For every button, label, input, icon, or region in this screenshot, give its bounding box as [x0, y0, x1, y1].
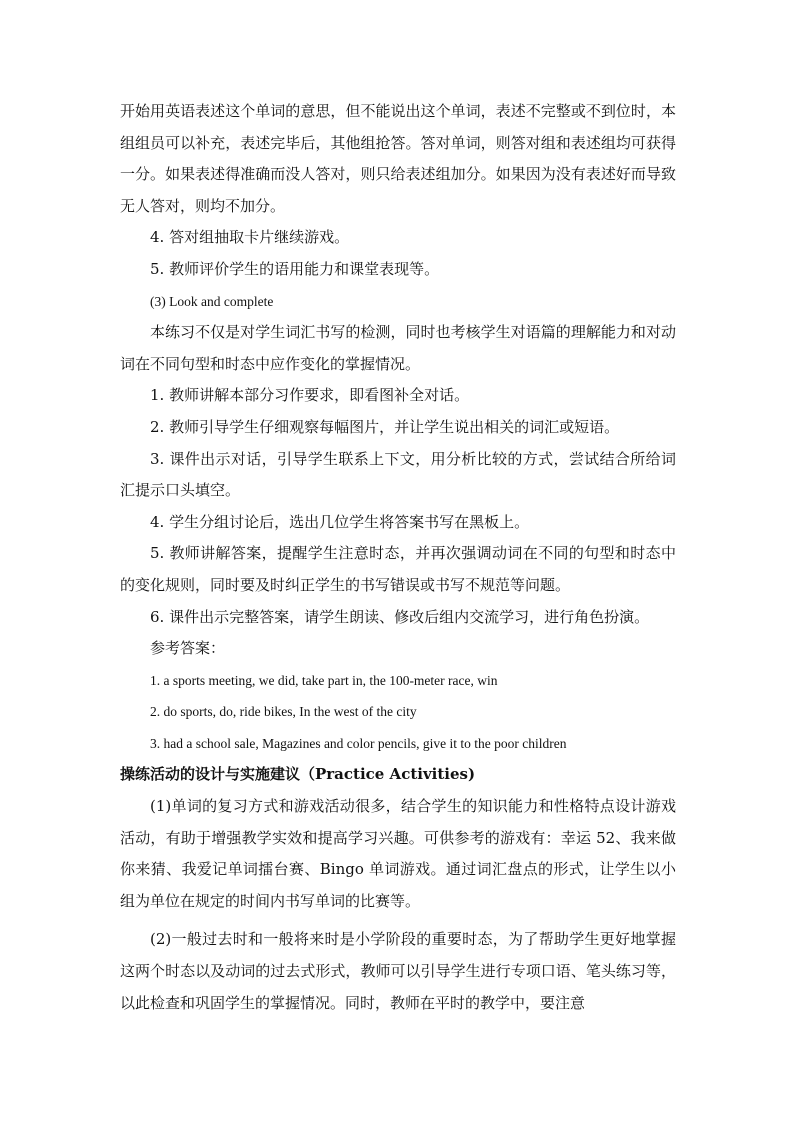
paragraph-practice-2: (2)一般过去时和一般将来时是小学阶段的重要时态，为了帮助学生更好地掌握这两个时态以及动词的过去式形式，教师可以引导学生进行专项口语、笔头练习等，以此检查和巩固学生的掌握情况。同时，教师在平时的教学中，要注意 [120, 930, 676, 1012]
paragraph-game-rules: 开始用英语表述这个单词的意思，但不能说出这个单词，表述不完整或不到位时，本组组员可以补充，表述完毕后，其他组抢答。答对单词，则答对组和表述组均可获得一分。如果表述得准确而没人答对，则只给表述组加分。如果因为没有表述好而导致无人答对，则均不加分。 [120, 102, 676, 215]
paragraph-practice-1: (1)单词的复习方式和游戏活动很多，结合学生的知识能力和性格特点设计游戏活动，有助于增强教学实效和提高学习兴趣。可供参考的游戏有：幸运 52、我来做你来猜、我爱记单词擂台赛、Bingo 单词游戏。通过词汇盘点的形式，让学生以小组为单位在规定的时间内书写单词的比赛等。 [120, 797, 676, 910]
step-3: 3. 课件出示对话，引导学生联系上下文，用分析比较的方式，尝试结合所给词汇提示口头填空。 [120, 449, 676, 500]
answer-2: 2. do sports, do, ride bikes, In the west of the city [150, 704, 417, 720]
section-heading-practice-activities: 操练活动的设计与实施建议（Practice Activities) [120, 765, 476, 784]
step-5b: 5. 教师讲解答案，提醒学生注意时态，并再次强调动词在不同的句型和时态中的变化规则，同时要及时纠正学生的书写错误或书写不规范等问题。 [120, 544, 676, 594]
step-1: 1. 教师讲解本部分习作要求，即看图补全对话。 [150, 386, 470, 405]
step-5: 5. 教师评价学生的语用能力和课堂表现等。 [150, 259, 440, 278]
section-look-and-complete: (3) Look and complete [150, 293, 274, 309]
paragraph-look-and-complete-intro: 本练习不仅是对学生词汇书写的检测，同时也考核学生对语篇的理解能力和对动词在不同句型和时态中应作变化的掌握情况。 [120, 323, 676, 373]
step-4b: 4. 学生分组讨论后，选出几位学生将答案书写在黑板上。 [150, 512, 530, 531]
answer-label: 参考答案： [150, 639, 226, 658]
document-page [120, 96, 676, 1019]
step-6: 6. 课件出示完整答案，请学生朗读、修改后组内交流学习，进行角色扮演。 [150, 607, 650, 626]
paragraph-gap [120, 917, 676, 924]
answer-3: 3. had a school sale, Magazines and color pencils, give it to the poor children [150, 735, 567, 751]
step-4: 4. 答对组抽取卡片继续游戏。 [150, 228, 350, 247]
step-2: 2. 教师引导学生仔细观察每幅图片，并让学生说出相关的词汇或短语。 [150, 417, 620, 436]
answer-1: 1. a sports meeting, we did, take part in, the 100-meter race, win [150, 672, 498, 688]
